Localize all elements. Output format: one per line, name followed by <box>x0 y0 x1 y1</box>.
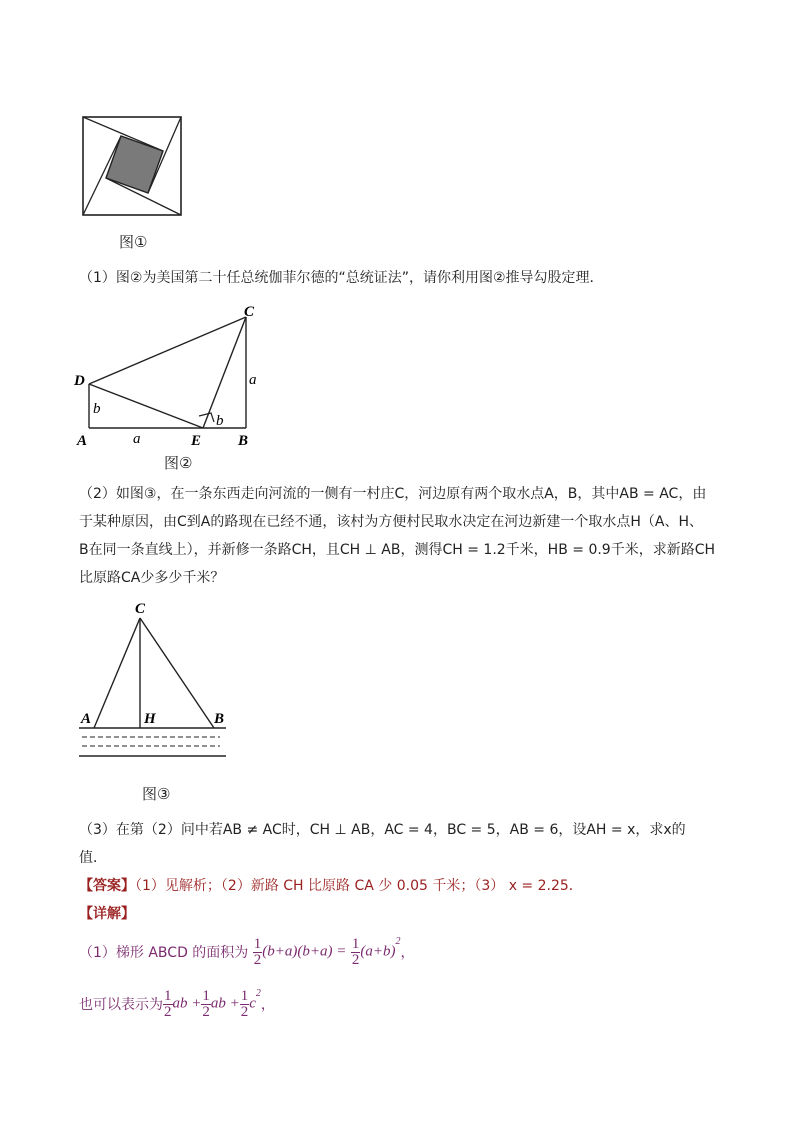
question-1-text: （1）图②为美国第二十任总统伽菲尔德的“总统证法”，请你利用图②推导勾股定理． <box>79 270 604 286</box>
solution-2-term-2: ab + <box>210 995 240 1012</box>
label-C: C <box>244 304 255 320</box>
solution-1-suffix: ， <box>400 945 415 961</box>
label-a-bottom: a <box>133 431 141 447</box>
fraction-half: $\frac{1}{2}$ <box>202 987 210 1020</box>
label-A: A <box>77 433 88 449</box>
solution-2-exponent: 2 <box>255 988 261 999</box>
question-2-line-1: （2）如图③，在一条东西走向河流的一侧有一村庄C，河边原有两个取水点A，B，其中AB = AC，由 <box>79 486 707 502</box>
label-b-left: b <box>93 401 101 417</box>
solution-line-1 <box>79 936 414 968</box>
solution-2-suffix: ， <box>260 997 275 1013</box>
solution-1-expr1: (b+a)(b+a) = <box>262 943 347 960</box>
question-2-line-4: 比原路CA少多少千米？ <box>79 570 225 586</box>
solution-2-term-1: ab + <box>172 995 202 1012</box>
label-A: A <box>81 711 92 727</box>
question-3-line-2: 值． <box>79 850 107 866</box>
label-B: B <box>214 711 225 727</box>
figure-3-diagram <box>74 598 234 766</box>
solution-2-term-3: c <box>249 995 256 1012</box>
label-C: C <box>135 601 146 617</box>
solution-1-prefix: （1）梯形 ABCD 的面积为 <box>79 945 249 961</box>
answer-tag: 【答案】 <box>79 878 135 894</box>
label-D: D <box>74 373 85 389</box>
solution-line-2 <box>79 988 275 1020</box>
label-H: H <box>144 711 156 727</box>
figure-2-caption: 图② <box>164 454 193 472</box>
detail-tag: 【详解】 <box>79 906 135 922</box>
solution-1-expr2: (a+b) <box>360 943 396 960</box>
figure-1-diagram <box>80 114 184 218</box>
figure-2-diagram <box>70 300 270 470</box>
label-E: E <box>191 433 202 449</box>
answer-line <box>79 879 583 893</box>
question-2-line-2: 于某种原因，由C到A的路现在已经不通，该村为方便村民取水决定在河边新建一个取水点H（A、H、 <box>79 514 703 530</box>
solution-1-exponent: 2 <box>395 936 401 947</box>
question-3-line-1: （3）在第（2）问中若AB ≠ AC时，CH ⊥ AB，AC = 4，BC = 5，AB = 6，设AH = x，求x的 <box>79 822 686 838</box>
fraction-half: $\frac{1}{2}$ <box>253 935 262 968</box>
label-b-mid: b <box>216 413 224 429</box>
figure-1-caption: 图① <box>119 233 148 251</box>
fraction-half: $\frac{1}{2}$ <box>351 935 360 968</box>
figure-3-caption: 图③ <box>142 785 171 803</box>
question-2-line-3: B在同一条直线上），并新修一条路CH，且CH ⊥ AB，测得CH = 1.2千米，HB = 0.9千米，求新路CH <box>79 542 716 558</box>
fraction-half: $\frac{1}{2}$ <box>240 987 249 1020</box>
answer-text: （1）见解析；（2）新路 CH 比原路 CA 少 0.05 千米；（3） x = 2.25． <box>135 878 583 894</box>
solution-2-prefix: 也可以表示为 <box>79 997 163 1013</box>
label-a-right: a <box>249 372 257 388</box>
fraction-half: $\frac{1}{2}$ <box>164 987 172 1020</box>
label-B: B <box>238 433 249 449</box>
